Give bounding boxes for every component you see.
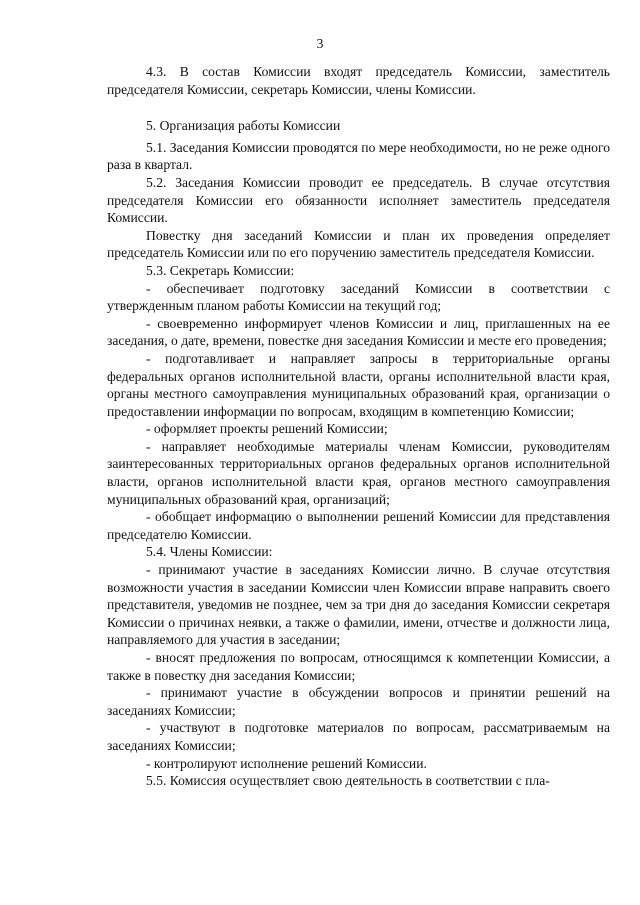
paragraph-5-3: 5.3. Секретарь Комиссии: (146, 262, 295, 278)
list-item-members-2: - вносят предложения по вопросам, относящимся к компетенции Комиссии, а также в повестку дня заседания Комиссии; (107, 650, 610, 683)
list-item-secretary-6: - обобщает информацию о выполнении решений Комиссии для представления председателю Комиссии. (107, 509, 610, 542)
paragraph-5-4: 5.4. Члены Комиссии: (146, 544, 273, 560)
list-item-secretary-3: - подготавливает и направляет запросы в территориальные органы федеральных органов исполнительной власти, органы исполнительной власти края, органы местного самоуправления муниципальных образований края, организации о предоставлении информации по вопросам, входящим в компетенцию Комиссии; (107, 350, 610, 419)
list-item-secretary-5: - направляет необходимые материалы членам Комиссии, руководителям заинтересованных территориальных органов федеральных органов исполнительной власти, органов исполнительной власти края, органов местного самоуправления муниципальных образований края, организаций; (107, 438, 610, 507)
list-item-secretary-1: - обеспечивает подготовку заседаний Комиссии в соответствии с утвержденным планом работы Комиссии на текущий год; (107, 280, 610, 314)
list-item-members-5: - контролируют исполнение решений Комиссии. (146, 755, 427, 771)
paragraph-agenda: Повестку дня заседаний Комиссии и план их проведения определяет председатель Комиссии или по его поручению заместитель председателя Комиссии. (107, 227, 610, 261)
page-number: 3 (316, 36, 324, 51)
list-item-secretary-2: - своевременно информирует членов Комиссии и лиц, приглашенных на ее заседания, о дате, времени, повестке дня заседания Комиссии и месте его проведения; (107, 315, 610, 349)
document-body (107, 63, 610, 790)
list-item-secretary-4: - оформляет проекты решений Комиссии; (146, 421, 388, 437)
paragraph-4-3: 4.3. В состав Комиссии входят председатель Комиссии, заместитель председателя Комиссии, секретарь Комиссии, члены Комиссии. (107, 64, 610, 97)
list-item-members-3: - принимают участие в обсуждении вопросов и принятии решений на заседаниях Комиссии; (107, 685, 610, 718)
list-item-members-1: - принимают участие в заседаниях Комиссии лично. В случае отсутствия возможности участия в заседании Комиссии член Комиссии вправе направить своего представителя, уведомив не позднее, чем за три дня до заседания Комиссии секретаря Комиссии о причинах неявки, а также о фамилии, имени, отчестве и должности лица, направляемого для участия в заседании; (107, 562, 610, 648)
paragraph-5-2: 5.2. Заседания Комиссии проводит ее председатель. В случае отсутствия председателя Комиссии его обязанности исполняет заместитель председателя Комиссии. (107, 174, 610, 226)
paragraph-5-1: 5.1. Заседания Комиссии проводятся по мере необходимости, но не реже одного раза в квартал. (107, 139, 610, 173)
list-item-members-4: - участвуют в подготовке материалов по вопросам, рассматриваемым на заседаниях Комиссии; (107, 720, 610, 753)
section-heading-5: 5. Организация работы Комиссии (146, 118, 341, 134)
paragraph-5-5: 5.5. Комиссия осуществляет свою деятельность в соответствии с пла- (146, 773, 550, 789)
